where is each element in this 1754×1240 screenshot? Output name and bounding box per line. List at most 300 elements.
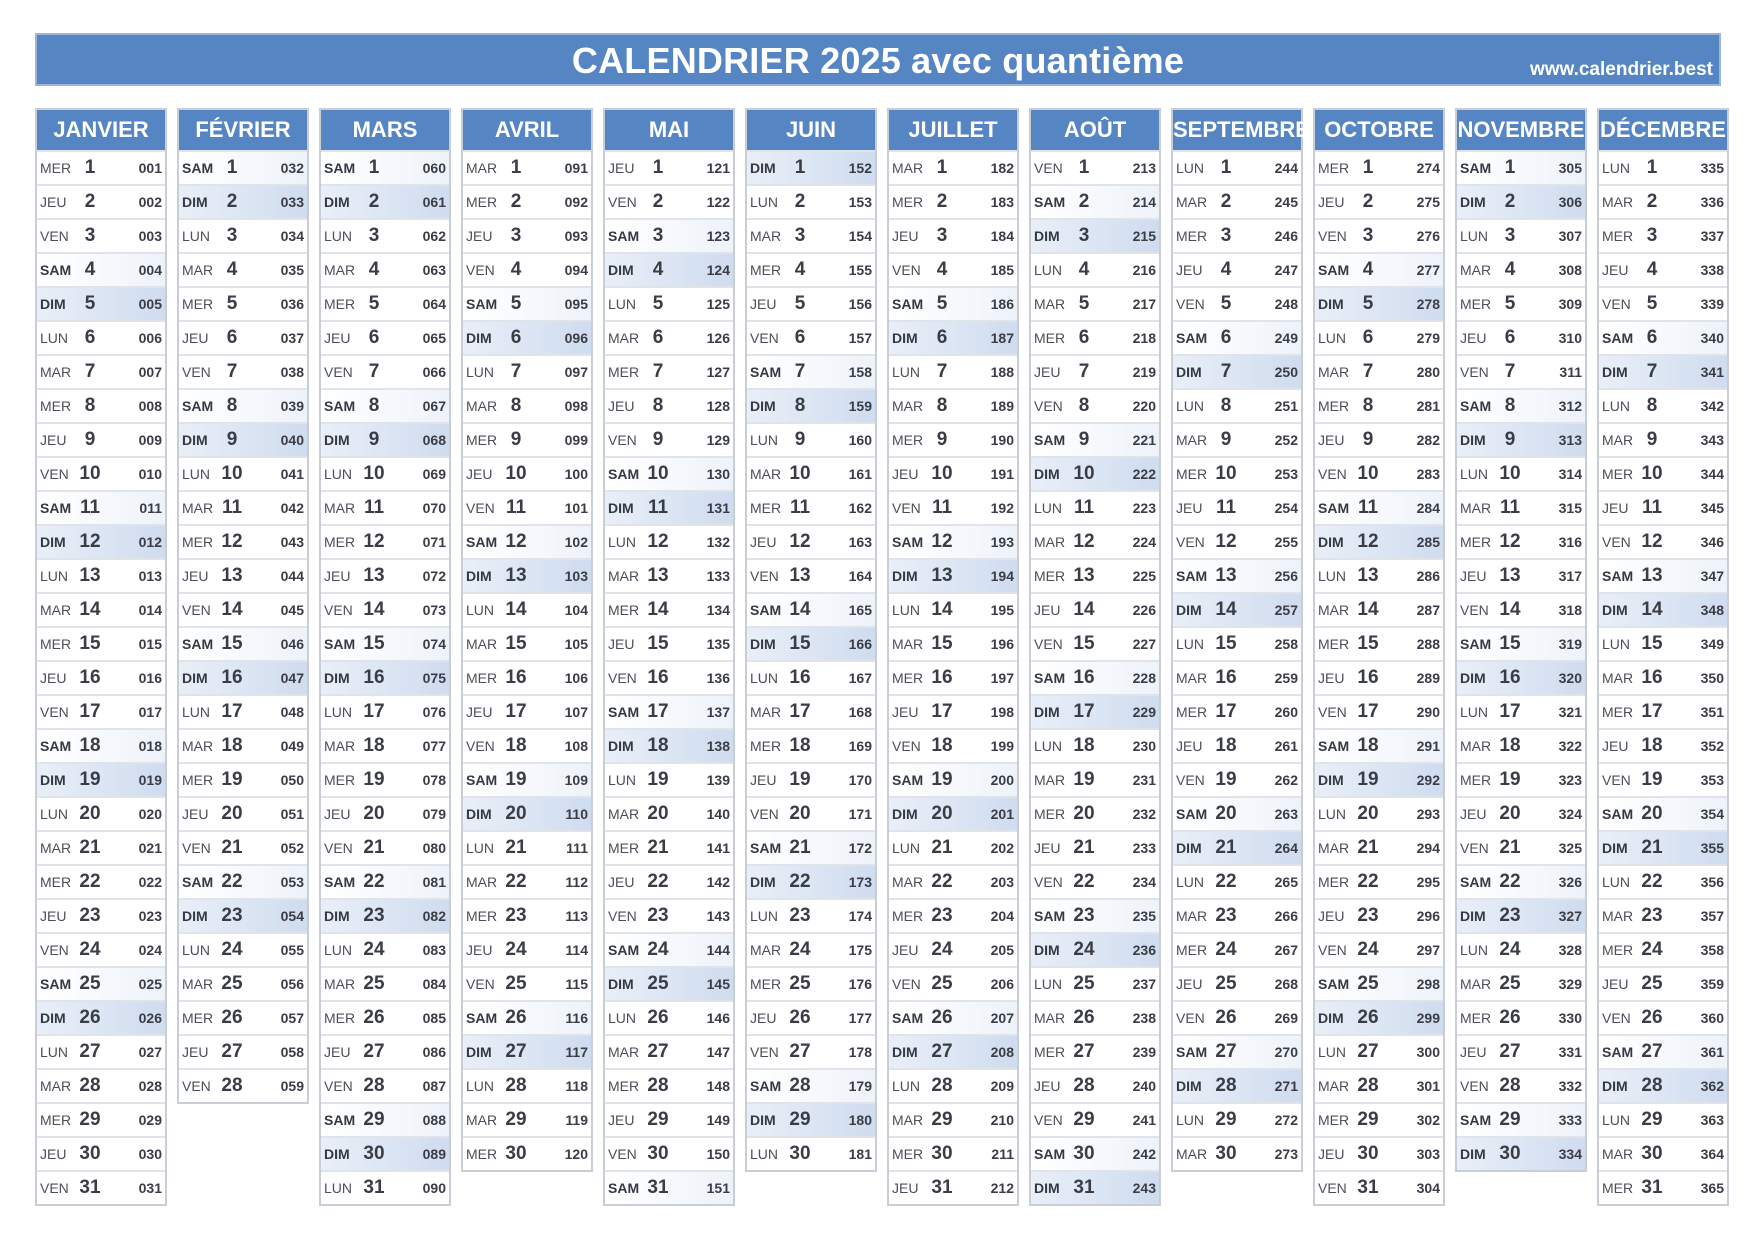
day-of-year: 185: [990, 262, 1014, 278]
weekday-label: VEN: [1034, 1112, 1063, 1128]
day-number: 19: [505, 769, 527, 790]
weekday-label: DIM: [750, 636, 776, 652]
day-row: [37, 830, 165, 864]
weekday-label: MER: [1176, 228, 1208, 244]
day-row: [37, 524, 165, 558]
day-number: 6: [1220, 327, 1232, 348]
day-number: 26: [221, 1007, 243, 1028]
day-row: [747, 388, 875, 422]
weekday-label: DIM: [40, 534, 66, 550]
day-of-year: 253: [1274, 466, 1298, 482]
day-number: 13: [1073, 565, 1095, 586]
weekday-label: LUN: [608, 772, 637, 788]
day-of-year: 208: [990, 1044, 1014, 1060]
day-number: 23: [1215, 905, 1237, 926]
day-number: 6: [1646, 327, 1658, 348]
weekday-label: MAR: [608, 330, 640, 346]
day-number: 3: [936, 225, 948, 246]
month-column: [35, 108, 167, 1206]
day-of-year: 006: [138, 330, 162, 346]
day-number: 21: [1215, 837, 1237, 858]
day-number: 25: [1641, 973, 1663, 994]
day-of-year: 232: [1132, 806, 1156, 822]
day-of-year: 051: [280, 806, 304, 822]
day-number: 21: [505, 837, 527, 858]
day-of-year: 065: [422, 330, 446, 346]
weekday-label: DIM: [40, 772, 66, 788]
day-number: 27: [789, 1041, 811, 1062]
day-number: 8: [1504, 395, 1516, 416]
day-number: 12: [221, 531, 243, 552]
day-number: 13: [505, 565, 527, 586]
day-number: 10: [79, 463, 101, 484]
day-of-year: 173: [848, 874, 872, 890]
day-row: [889, 1068, 1017, 1102]
day-number: 1: [368, 157, 380, 178]
day-row: [463, 150, 591, 184]
day-number: 1: [1078, 157, 1090, 178]
day-of-year: 195: [990, 602, 1014, 618]
weekday-label: VEN: [466, 976, 495, 992]
weekday-label: LUN: [608, 1010, 637, 1026]
day-row: [179, 898, 307, 932]
day-number: 21: [789, 837, 811, 858]
day-of-year: 314: [1558, 466, 1582, 482]
day-row: [37, 1000, 165, 1034]
weekday-label: MER: [466, 194, 498, 210]
day-row: [747, 558, 875, 592]
day-of-year: 169: [848, 738, 872, 754]
day-number: 1: [226, 157, 238, 178]
weekday-label: LUN: [466, 602, 495, 618]
day-of-year: 092: [564, 194, 588, 210]
day-number: 24: [1499, 939, 1521, 960]
day-number: 23: [1357, 905, 1379, 926]
weekday-label: DIM: [40, 296, 66, 312]
day-row: [1173, 184, 1301, 218]
day-number: 17: [1357, 701, 1379, 722]
weekday-label: DIM: [1460, 432, 1486, 448]
weekday-label: SAM: [1460, 160, 1492, 176]
month-column: [461, 108, 593, 1172]
weekday-label: MAR: [750, 942, 782, 958]
day-of-year: 034: [280, 228, 304, 244]
day-of-year: 103: [564, 568, 588, 584]
day-row: [321, 422, 449, 456]
day-number: 4: [368, 259, 380, 280]
day-of-year: 060: [422, 160, 446, 176]
day-of-year: 327: [1558, 908, 1582, 924]
day-number: 5: [510, 293, 522, 314]
website-label: www.calendrier.best: [1529, 59, 1713, 80]
day-of-year: 223: [1132, 500, 1156, 516]
day-row: [1173, 252, 1301, 286]
day-of-year: 110: [565, 806, 588, 822]
weekday-label: MAR: [466, 398, 498, 414]
day-number: 18: [789, 735, 811, 756]
day-of-year: 347: [1700, 568, 1724, 584]
weekday-label: JEU: [1318, 670, 1345, 686]
day-of-year: 044: [280, 568, 304, 584]
day-of-year: 285: [1416, 534, 1440, 550]
day-of-year: 297: [1416, 942, 1440, 958]
day-row: [889, 1000, 1017, 1034]
weekday-label: SAM: [892, 534, 924, 550]
weekday-label: MAR: [40, 364, 72, 380]
day-of-year: 229: [1132, 704, 1156, 720]
day-of-year: 153: [848, 194, 872, 210]
weekday-label: VEN: [1460, 1078, 1489, 1094]
day-number: 24: [1215, 939, 1237, 960]
day-row: [463, 626, 591, 660]
weekday-label: VEN: [324, 602, 353, 618]
day-row: [1315, 1170, 1443, 1204]
day-of-year: 196: [990, 636, 1014, 652]
day-row: [321, 1136, 449, 1170]
weekday-label: MER: [1460, 1010, 1492, 1026]
day-number: 26: [1641, 1007, 1663, 1028]
day-number: 18: [1641, 735, 1663, 756]
day-of-year: 251: [1274, 398, 1298, 414]
day-number: 2: [1362, 191, 1374, 212]
weekday-label: SAM: [324, 398, 356, 414]
day-of-year: 244: [1274, 160, 1298, 176]
weekday-label: MER: [40, 636, 72, 652]
day-row: [1457, 558, 1585, 592]
weekday-label: JEU: [466, 228, 493, 244]
weekday-label: MAR: [466, 636, 498, 652]
day-number: 8: [226, 395, 238, 416]
day-number: 1: [794, 157, 806, 178]
day-row: [463, 728, 591, 762]
weekday-label: JEU: [1034, 364, 1061, 380]
month-header: AOÛT: [1031, 110, 1159, 150]
weekday-label: SAM: [1176, 806, 1208, 822]
day-of-year: 330: [1558, 1010, 1582, 1026]
weekday-label: DIM: [608, 262, 634, 278]
day-number: 17: [221, 701, 243, 722]
weekday-label: VEN: [1176, 772, 1205, 788]
weekday-label: VEN: [1034, 874, 1063, 890]
day-of-year: 353: [1700, 772, 1724, 788]
day-row: [1173, 864, 1301, 898]
day-of-year: 105: [564, 636, 588, 652]
weekday-label: JEU: [1602, 738, 1629, 754]
day-number: 5: [84, 293, 96, 314]
day-number: 29: [1499, 1109, 1521, 1130]
weekday-label: DIM: [182, 670, 208, 686]
day-of-year: 212: [990, 1180, 1014, 1196]
day-row: [1599, 728, 1727, 762]
weekday-label: VEN: [1176, 1010, 1205, 1026]
day-number: 19: [1641, 769, 1663, 790]
day-of-year: 100: [564, 466, 588, 482]
weekday-label: SAM: [1460, 398, 1492, 414]
weekday-label: JEU: [466, 466, 493, 482]
day-of-year: 094: [564, 262, 588, 278]
weekday-label: MAR: [466, 874, 498, 890]
day-number: 13: [789, 565, 811, 586]
weekday-label: LUN: [1318, 568, 1347, 584]
day-number: 15: [1641, 633, 1663, 654]
weekday-label: MER: [40, 874, 72, 890]
day-row: [747, 422, 875, 456]
day-row: [1315, 592, 1443, 626]
day-of-year: 227: [1132, 636, 1156, 652]
day-number: 28: [789, 1075, 811, 1096]
day-row: [37, 626, 165, 660]
day-row: [1031, 1068, 1159, 1102]
day-of-year: 111: [566, 840, 588, 856]
day-number: 9: [1078, 429, 1090, 450]
day-number: 1: [1646, 157, 1658, 178]
day-row: [889, 456, 1017, 490]
day-row: [1457, 1102, 1585, 1136]
day-row: [1599, 320, 1727, 354]
day-number: 31: [1073, 1177, 1095, 1198]
day-row: [889, 1102, 1017, 1136]
day-of-year: 313: [1558, 432, 1582, 448]
day-row: [179, 150, 307, 184]
day-row: [37, 184, 165, 218]
day-row: [605, 932, 733, 966]
day-row: [747, 898, 875, 932]
day-number: 30: [931, 1143, 953, 1164]
weekday-label: MAR: [1602, 670, 1634, 686]
weekday-label: JEU: [1460, 330, 1487, 346]
day-of-year: 222: [1132, 466, 1156, 482]
day-number: 26: [363, 1007, 385, 1028]
weekday-label: MAR: [1034, 1010, 1066, 1026]
day-of-year: 129: [706, 432, 730, 448]
day-row: [747, 1136, 875, 1170]
day-row: [1315, 490, 1443, 524]
day-of-year: 042: [280, 500, 304, 516]
day-row: [605, 524, 733, 558]
day-row: [37, 1136, 165, 1170]
day-row: [605, 830, 733, 864]
day-number: 30: [79, 1143, 101, 1164]
day-row: [605, 1068, 733, 1102]
day-number: 26: [79, 1007, 101, 1028]
weekday-label: VEN: [608, 908, 637, 924]
day-row: [37, 1068, 165, 1102]
day-of-year: 269: [1274, 1010, 1298, 1026]
day-of-year: 147: [706, 1044, 730, 1060]
weekday-label: DIM: [182, 432, 208, 448]
weekday-label: SAM: [466, 772, 498, 788]
day-of-year: 030: [138, 1146, 162, 1162]
day-row: [179, 660, 307, 694]
day-of-year: 356: [1700, 874, 1724, 890]
day-of-year: 133: [706, 568, 730, 584]
weekday-label: MAR: [466, 160, 498, 176]
day-row: [747, 762, 875, 796]
day-row: [179, 694, 307, 728]
day-of-year: 159: [848, 398, 872, 414]
day-row: [605, 422, 733, 456]
day-number: 28: [79, 1075, 101, 1096]
day-number: 22: [1499, 871, 1521, 892]
day-of-year: 360: [1700, 1010, 1724, 1026]
day-number: 22: [221, 871, 243, 892]
day-row: [889, 694, 1017, 728]
day-of-year: 338: [1700, 262, 1724, 278]
weekday-label: MAR: [182, 976, 214, 992]
weekday-label: MER: [40, 1112, 72, 1128]
day-of-year: 157: [848, 330, 872, 346]
day-row: [1457, 728, 1585, 762]
day-number: 21: [931, 837, 953, 858]
day-row: [37, 1102, 165, 1136]
weekday-label: VEN: [892, 976, 921, 992]
day-number: 24: [931, 939, 953, 960]
day-row: [747, 354, 875, 388]
day-row: [605, 1000, 733, 1034]
weekday-label: MER: [182, 534, 214, 550]
day-of-year: 079: [422, 806, 446, 822]
weekday-label: JEU: [324, 330, 351, 346]
day-of-year: 271: [1274, 1078, 1298, 1094]
weekday-label: LUN: [1176, 636, 1205, 652]
day-of-year: 239: [1132, 1044, 1156, 1060]
day-of-year: 075: [422, 670, 446, 686]
day-of-year: 184: [990, 228, 1014, 244]
weekday-label: VEN: [324, 1078, 353, 1094]
weekday-label: MER: [1318, 1112, 1350, 1128]
day-of-year: 141: [706, 840, 730, 856]
day-of-year: 014: [138, 602, 162, 618]
weekday-label: DIM: [608, 500, 634, 516]
day-of-year: 004: [138, 262, 162, 278]
day-number: 30: [1357, 1143, 1379, 1164]
weekday-label: DIM: [1176, 840, 1202, 856]
day-row: [321, 1000, 449, 1034]
day-of-year: 204: [990, 908, 1014, 924]
weekday-label: MAR: [1460, 976, 1492, 992]
day-row: [37, 388, 165, 422]
day-of-year: 165: [848, 602, 872, 618]
day-row: [1599, 184, 1727, 218]
day-of-year: 102: [564, 534, 588, 550]
day-row: [1031, 966, 1159, 1000]
weekday-label: VEN: [750, 330, 779, 346]
day-row: [1457, 218, 1585, 252]
day-row: [1173, 558, 1301, 592]
weekday-label: MAR: [892, 160, 924, 176]
day-of-year: 329: [1558, 976, 1582, 992]
day-of-year: 128: [706, 398, 730, 414]
day-row: [321, 1034, 449, 1068]
day-number: 26: [1073, 1007, 1095, 1028]
day-row: [463, 388, 591, 422]
weekday-label: LUN: [1176, 160, 1205, 176]
day-row: [1031, 558, 1159, 592]
weekday-label: SAM: [324, 636, 356, 652]
weekday-label: DIM: [324, 670, 350, 686]
weekday-label: DIM: [1602, 602, 1628, 618]
day-of-year: 052: [280, 840, 304, 856]
day-of-year: 301: [1416, 1078, 1440, 1094]
weekday-label: SAM: [1602, 330, 1634, 346]
day-of-year: 199: [990, 738, 1014, 754]
weekday-label: LUN: [466, 840, 495, 856]
weekday-label: JEU: [892, 228, 919, 244]
day-row: [1599, 898, 1727, 932]
weekday-label: SAM: [1460, 1112, 1492, 1128]
day-number: 12: [647, 531, 669, 552]
day-number: 3: [1078, 225, 1090, 246]
weekday-label: VEN: [892, 500, 921, 516]
day-row: [179, 320, 307, 354]
day-number: 14: [931, 599, 953, 620]
day-number: 10: [1357, 463, 1379, 484]
month-column: [1313, 108, 1445, 1206]
day-number: 11: [79, 497, 101, 518]
day-number: 23: [1073, 905, 1095, 926]
day-of-year: 310: [1558, 330, 1582, 346]
weekday-label: VEN: [1602, 296, 1631, 312]
day-row: [889, 320, 1017, 354]
day-row: [1315, 524, 1443, 558]
day-number: 5: [1220, 293, 1232, 314]
day-number: 1: [1362, 157, 1374, 178]
weekday-label: VEN: [750, 1044, 779, 1060]
day-row: [1173, 218, 1301, 252]
day-of-year: 112: [565, 874, 588, 890]
day-number: 6: [1078, 327, 1090, 348]
weekday-label: VEN: [1602, 534, 1631, 550]
day-number: 15: [1357, 633, 1379, 654]
weekday-label: MAR: [892, 874, 924, 890]
day-row: [463, 694, 591, 728]
weekday-label: LUN: [324, 1180, 353, 1196]
weekday-label: JEU: [466, 942, 493, 958]
day-number: 22: [647, 871, 669, 892]
day-of-year: 250: [1274, 364, 1298, 380]
weekday-label: SAM: [1460, 874, 1492, 890]
day-number: 16: [1357, 667, 1379, 688]
day-row: [747, 286, 875, 320]
weekday-label: LUN: [750, 1146, 779, 1162]
day-number: 26: [1499, 1007, 1521, 1028]
weekday-label: MAR: [608, 1044, 640, 1060]
day-number: 19: [1357, 769, 1379, 790]
day-of-year: 029: [138, 1112, 162, 1128]
weekday-label: DIM: [324, 908, 350, 924]
weekday-label: VEN: [182, 364, 211, 380]
day-row: [1173, 830, 1301, 864]
day-of-year: 151: [706, 1180, 730, 1196]
day-row: [1315, 456, 1443, 490]
weekday-label: DIM: [1034, 228, 1060, 244]
day-of-year: 261: [1274, 738, 1298, 754]
day-of-year: 080: [422, 840, 446, 856]
day-of-year: 293: [1416, 806, 1440, 822]
weekday-label: LUN: [182, 942, 211, 958]
day-number: 3: [1220, 225, 1232, 246]
day-number: 11: [1641, 497, 1663, 518]
day-row: [1315, 728, 1443, 762]
day-row: [605, 286, 733, 320]
day-row: [747, 320, 875, 354]
day-number: 9: [1646, 429, 1658, 450]
day-row: [1031, 694, 1159, 728]
weekday-label: MER: [608, 1078, 640, 1094]
day-row: [1315, 1034, 1443, 1068]
weekday-label: DIM: [1602, 1078, 1628, 1094]
weekday-label: DIM: [466, 806, 492, 822]
